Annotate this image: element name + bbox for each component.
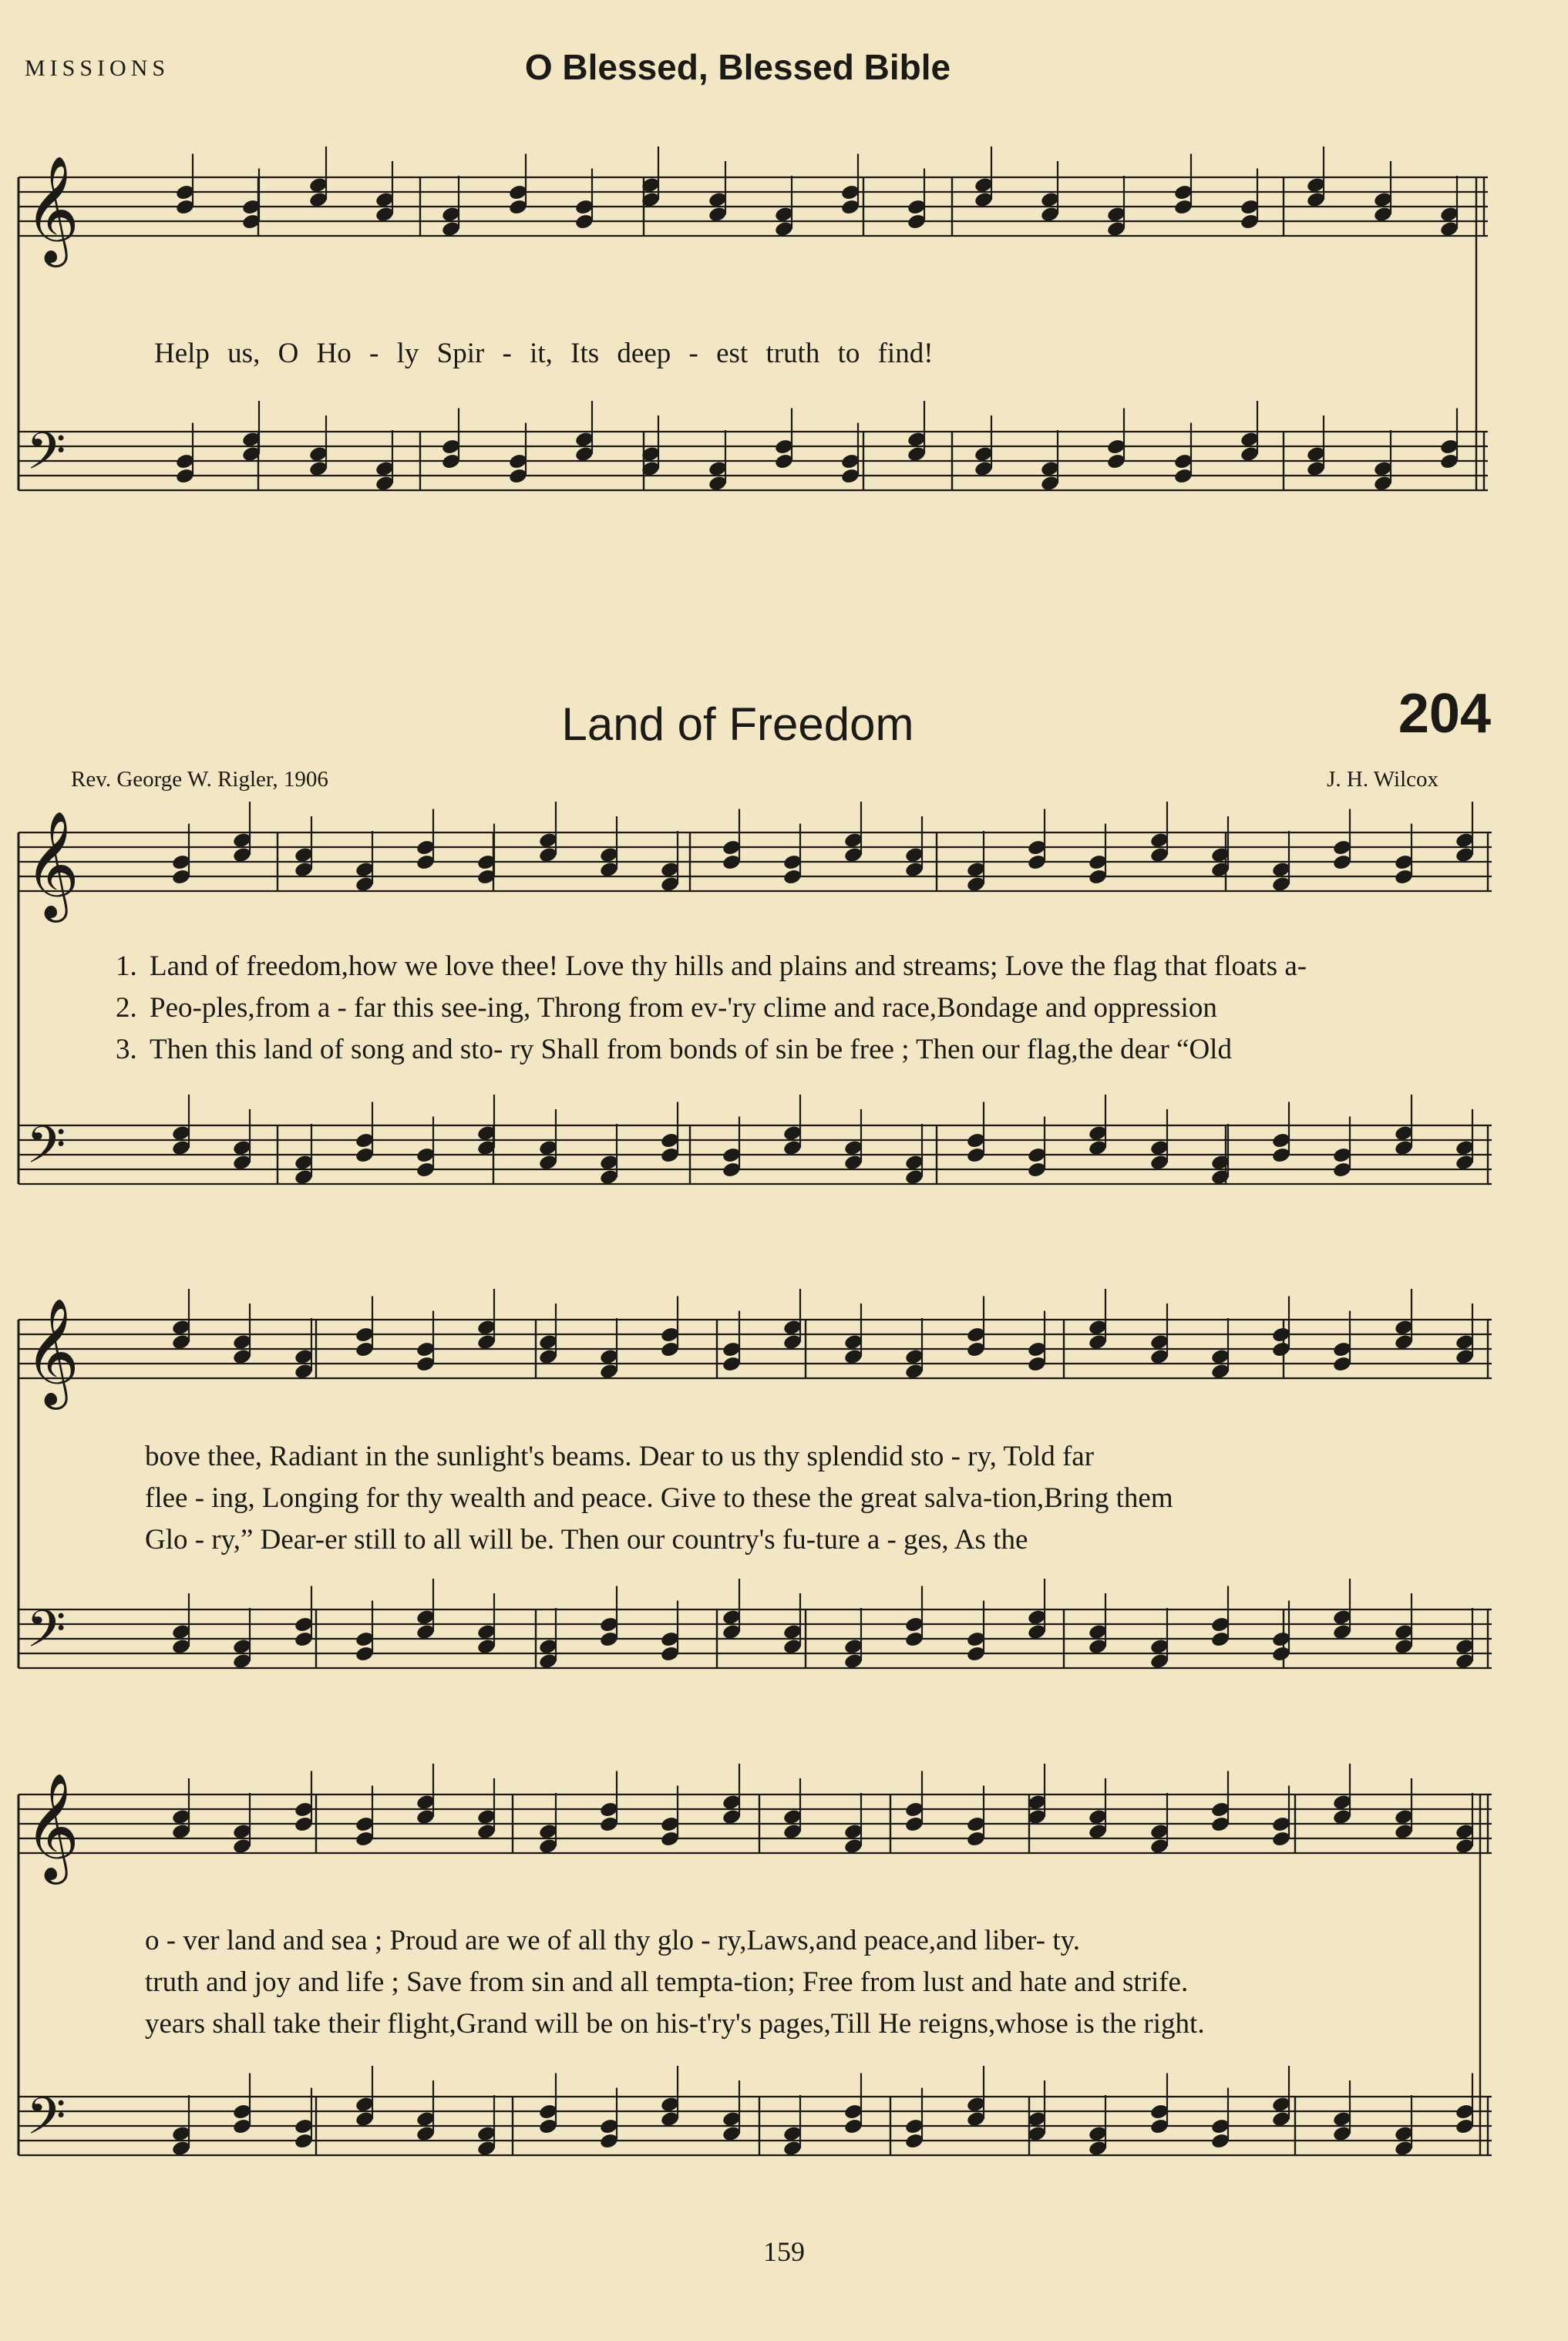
lyric-line: bove thee, Radiant in the sunlight's beams. Dear to us thy splendid sto - ry, Told far xyxy=(145,1441,1095,1472)
hymn-title: Land of Freedom xyxy=(561,698,914,750)
lyric-line: o - ver land and sea ; Proud are we of all thy glo - ry,Laws,and peace,and liber- ty. xyxy=(145,1925,1080,1956)
words-credit: Rev. George W. Rigler, 1906 xyxy=(71,767,328,792)
lyric-line: flee - ing, Longing for thy wealth and peace. Give to these the great salva-tion,Bring them xyxy=(145,1482,1173,1514)
lyric-line: 2. Peo-ples,from a - far this see-ing, Throng from ev-'ry clime and race,Bondage and oppression xyxy=(116,992,1217,1024)
previous-hymn-lyric: Help us, O Ho - ly Spir - it, Its deep - est truth to find! xyxy=(154,338,934,369)
lyric-line: 3. Then this land of song and sto- ry Shall from bonds of sin be free ; Then our flag,the dear “Old xyxy=(116,1034,1232,1065)
lyric-line: years shall take their flight,Grand will be on his-t'ry's pages,Till He reigns,whose is the right. xyxy=(145,2008,1205,2040)
music-credit: J. H. Wilcox xyxy=(1327,767,1438,792)
treble-clef-icon: 𝄞 xyxy=(25,811,79,918)
hymn-number: 204 xyxy=(1398,683,1491,745)
treble-clef-icon: 𝄞 xyxy=(25,156,79,263)
treble-clef-icon: 𝄞 xyxy=(25,1298,79,1405)
page-number: 159 xyxy=(763,2236,805,2267)
lyric-line: 1. Land of freedom,how we love thee! Love thy hills and plains and streams; Love the flag that floats a- xyxy=(116,950,1307,982)
bass-clef-icon: 𝄢 xyxy=(26,422,66,493)
bass-clef-icon: 𝄢 xyxy=(26,1115,66,1187)
bass-clef-icon: 𝄢 xyxy=(26,1599,66,1671)
page-header xyxy=(0,46,1568,100)
treble-clef-icon: 𝄞 xyxy=(25,1773,79,1880)
bass-clef-icon: 𝄢 xyxy=(26,2087,66,2158)
lyric-line: Glo - ry,” Dear-er still to all will be. Then our country's fu-ture a - ges, As the xyxy=(145,1524,1028,1556)
previous-hymn-title: O Blessed, Blessed Bible xyxy=(524,47,951,87)
section-label: MISSIONS xyxy=(25,55,170,81)
lyric-line: truth and joy and life ; Save from sin and all tempta-tion; Free from lust and hate and strife. xyxy=(145,1966,1189,1998)
